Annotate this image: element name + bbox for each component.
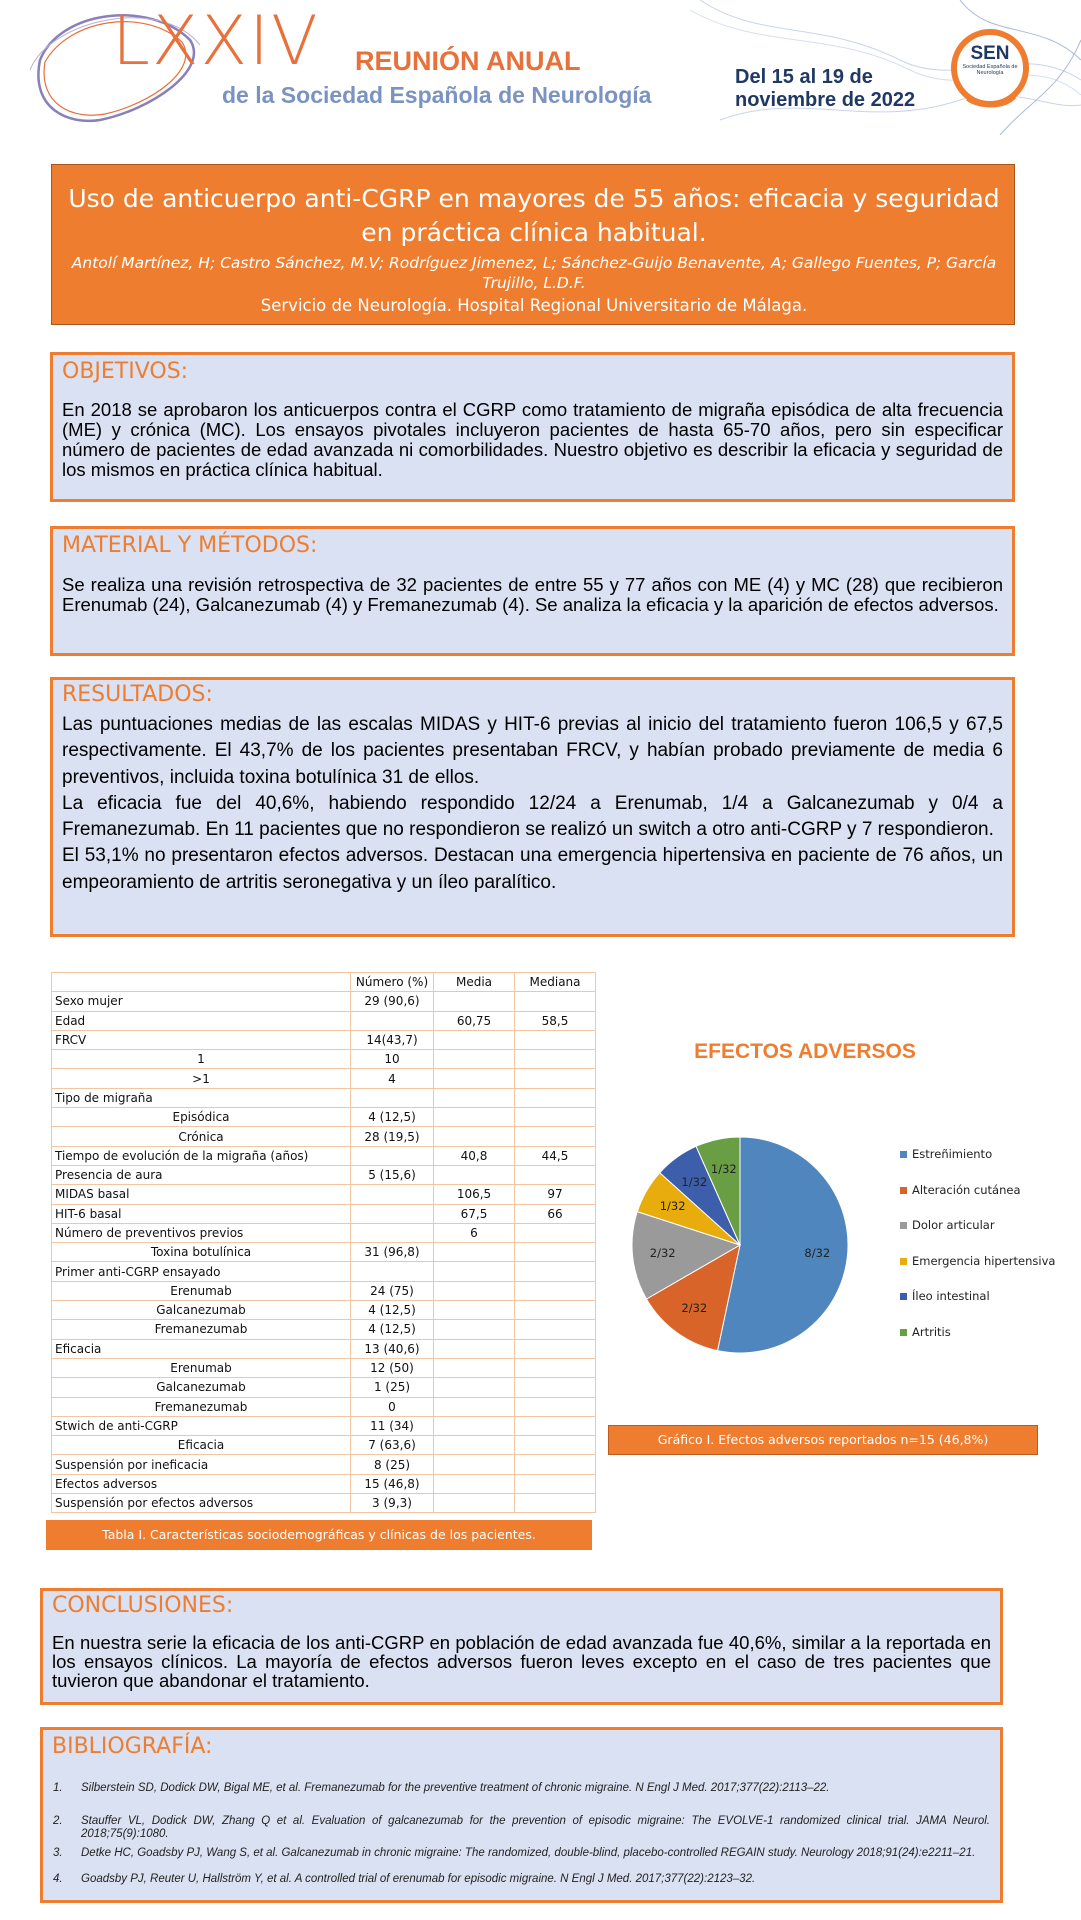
table-cell-number: 12 (50) [351,1358,434,1377]
table-cell-number [351,1088,434,1107]
table-cell-mean [434,1320,515,1339]
table-row [52,1436,596,1455]
conclusions-text: En nuestra serie la eficacia de los anti-CGRP en población de edad avanzada fue 40,6%, similar a la reportada en los ensayos clínicos. La mayoría de efectos adversos fueron leves excepto en el caso de tres pacientes que tuvieron que abandonar el tratamiento. [52,1632,991,1691]
table-cell-median [515,1358,596,1377]
table-cell-mean [434,1281,515,1300]
table-row [52,1243,596,1262]
table-row [52,1320,596,1339]
table-cell-number [351,1262,434,1281]
table-row-label: Número de preventivos previos [52,1223,351,1242]
pie-slice-label: 1/32 [681,1175,708,1190]
table-row [52,1262,596,1281]
table-cell-number: 15 (46,8) [351,1474,434,1493]
table-cell-number: 3 (9,3) [351,1494,434,1513]
table-cell-mean [434,1474,515,1493]
table-cell-median [515,992,596,1011]
table-row [52,1088,596,1107]
table-cell-mean [434,1455,515,1474]
table-cell-median: 97 [515,1185,596,1204]
results-text [62,712,1003,896]
pie-slice-label: 2/32 [681,1300,708,1315]
sen-logo-subtext: Sociedad Española de Neurología [962,64,1018,76]
table-row [52,1204,596,1223]
table-cell-mean [434,1262,515,1281]
table-cell-number: 4 [351,1069,434,1088]
conclusions-section [40,1588,1003,1705]
legend-swatch [900,1222,907,1229]
table-row [52,1011,596,1030]
table-row-label: HIT-6 basal [52,1204,351,1223]
legend-swatch [900,1151,907,1158]
table-cell-number: 8 (25) [351,1455,434,1474]
bibliography-number: 2. [53,1815,63,1827]
pie-slice-label: 1/32 [659,1199,686,1214]
table-cell-median [515,1320,596,1339]
meeting-date-line1: Del 15 al 19 de [735,66,873,88]
table-row-label: Erenumab [52,1358,351,1377]
results-heading: RESULTADOS: [62,682,213,707]
table-cell-mean [434,1165,515,1184]
objectives-text: En 2018 se aprobaron los anticuerpos contra el CGRP como tratamiento de migraña episódica de alta frecuencia (ME) y crónica (MC). Los ensayos pivotales incluyeron pacientes de hasta 65-70 años, pero sin especificar número de pacientes de edad avanzada ni comorbilidades. Nuestro objetivo es describir la eficacia y seguridad de los mismos en práctica clínica habitual. [62,399,1003,480]
table-body [52,992,596,1513]
table-row-label: Galcanezumab [52,1301,351,1320]
table-cell-mean: 6 [434,1223,515,1242]
table-cell-number: 11 (34) [351,1416,434,1435]
table-cell-number: 0 [351,1397,434,1416]
table-cell-mean [434,1494,515,1513]
title-box [51,164,1015,325]
table-cell-median [515,1243,596,1262]
table-cell-number: 4 (12,5) [351,1108,434,1127]
table-cell-median [515,1069,596,1088]
table-row-label: Fremanezumab [52,1397,351,1416]
table-cell-mean: 106,5 [434,1185,515,1204]
table-row-label: 1 [52,1050,351,1069]
table-row [52,1301,596,1320]
table-cell-number [351,1185,434,1204]
table-cell-number: 4 (12,5) [351,1320,434,1339]
methods-text: Se realiza una revisión retrospectiva de 32 pacientes de entre 55 y 77 años con ME (4) y MC (28) que recibieron Erenumab (24), Galcanezumab (4) y Fremanezumab (4). Se analiza la eficacia y la aparición de efectos adversos. [62,574,1003,615]
table-cell-median [515,1281,596,1300]
table-cell-mean [434,992,515,1011]
table-row [52,1030,596,1049]
results-paragraph-3: El 53,1% no presentaron efectos adversos. Destacan una emergencia hipertensiva en paciente de 76 años, un empeoramiento de artritis seronegativa y un íleo paralítico. [62,845,1003,893]
table-row-label: Galcanezumab [52,1378,351,1397]
legend-swatch [900,1258,907,1265]
table-row [52,1127,596,1146]
methods-heading: MATERIAL Y MÉTODOS: [62,533,318,558]
bibliography-heading: BIBLIOGRAFÍA: [52,1734,213,1759]
table-row-label: Sexo mujer [52,992,351,1011]
pie-slice-label: 1/32 [710,1161,737,1176]
bibliography-section [40,1727,1003,1903]
table-row [52,992,596,1011]
table-cell-number: 28 (19,5) [351,1127,434,1146]
table-cell-number: 24 (75) [351,1281,434,1300]
legend-swatch [900,1187,907,1194]
sen-logo-text: SEN [970,43,1010,64]
table-cell-median [515,1416,596,1435]
table-row-label: Suspensión por ineficacia [52,1455,351,1474]
table-cell-number [351,1204,434,1223]
table-row [52,1108,596,1127]
table-cell-median [515,1494,596,1513]
table-cell-median [515,1397,596,1416]
affiliation: Servicio de Neurología. Hospital Regional Universitario de Málaga. [260,296,808,315]
edition-number: LXXIV [112,2,320,81]
table-cell-median [515,1223,596,1242]
table-header-cell [52,973,351,992]
legend-label: Alteración cutánea [912,1182,1021,1197]
table-row-label: Fremanezumab [52,1320,351,1339]
bibliography-text: Goadsby PJ, Reuter U, Hallström Y, et al. A controlled trial of erenumab for episodic migraine. N Engl J Med. 2017;377(22):2123–32. [81,1873,756,1885]
table-row-label: Eficacia [52,1436,351,1455]
table-cell-median [515,1378,596,1397]
table-row [52,1069,596,1088]
bibliography-text: Silberstein SD, Dodick DW, Bigal ME, et al. Fremanezumab for the preventive treatment of chronic migraine. N Engl J Med. 2017;377(22):2113–22. [81,1782,830,1794]
table-cell-number: 31 (96,8) [351,1243,434,1262]
table-row [52,1455,596,1474]
authors: Antolí Martínez, H; Castro Sánchez, M.V; Rodríguez Jimenez, L; Sánchez-Guijo Benavente, A; Gallego Fuentes, P; García Trujillo, L.D.F. [71,254,997,292]
table-cell-median [515,1088,596,1107]
legend-label: Estreñimiento [912,1147,993,1161]
table-cell-number: 14(43,7) [351,1030,434,1049]
table-cell-median: 66 [515,1204,596,1223]
table-cell-number: 13 (40,6) [351,1339,434,1358]
society-name: de la Sociedad Española de Neurología [222,82,652,108]
table-row [52,1146,596,1165]
legend-label: Artritis [912,1324,951,1339]
table-cell-number [351,1011,434,1030]
table-row-label: Stwich de anti-CGRP [52,1416,351,1435]
table-cell-number: 1 (25) [351,1378,434,1397]
table-row [52,1494,596,1513]
table-cell-mean [434,1339,515,1358]
meeting-date-line2: noviembre de 2022 [735,89,916,111]
table-cell-median [515,1262,596,1281]
table-cell-mean [434,1088,515,1107]
table-row [52,1165,596,1184]
table-row-label: FRCV [52,1030,351,1049]
table-cell-mean [434,1416,515,1435]
table-row-label: Tiempo de evolución de la migraña (años) [52,1146,351,1165]
table-cell-number: 29 (90,6) [351,992,434,1011]
table-cell-mean [434,1030,515,1049]
bibliography-number: 4. [53,1873,63,1885]
results-paragraph-1: Las puntuaciones medias de las escalas MIDAS y HIT-6 previas al inicio del tratamiento fueron 106,5 y 67,5 respectivamente. El 43,7% de los pacientes presentaban FRCV, y habían probado previamente de media 6 preventivos, incluida toxina botulínica 31 de ellos. [62,714,1003,788]
legend-label: Dolor articular [912,1218,995,1232]
table-header-cell: Mediana [515,973,596,992]
table-cell-number: 7 (63,6) [351,1436,434,1455]
bibliography-text: Stauffer VL, Dodick DW, Zhang Q et al. Evaluation of galcanezumab for the prevention of episodic migraine: The EVOLVE-1 randomized clinical trial. JAMA Neurol. 2018;75(9):1080. [81,1815,990,1840]
table-caption: Tabla I. Características sociodemográficas y clínicas de los pacientes. [46,1520,592,1550]
meeting-name: REUNIÓN ANUAL [355,46,581,76]
table-cell-median [515,1339,596,1358]
poster-title: Uso de anticuerpo anti-CGRP en mayores de 55 años: eficacia y seguridad en práctica clínica habitual. [68,184,1000,247]
table-cell-mean [434,1243,515,1262]
table-row-label: Erenumab [52,1281,351,1300]
table-row-label: Toxina botulínica [52,1243,351,1262]
table-row-label: Episódica [52,1108,351,1127]
table-row [52,1223,596,1242]
table-row [52,1474,596,1493]
legend-label: Emergencia hipertensiva [912,1253,1056,1268]
table-row [52,1378,596,1397]
table-row [52,1416,596,1435]
table-cell-mean: 60,75 [434,1011,515,1030]
table-row [52,1358,596,1377]
table-cell-median: 58,5 [515,1011,596,1030]
table-row-label: Presencia de aura [52,1165,351,1184]
table-cell-mean [434,1436,515,1455]
results-paragraph-2: La eficacia fue del 40,6%, habiendo respondido 12/24 a Erenumab, 1/4 a Galcanezumab y 0/4 a Fremanezumab. En 11 pacientes que no respondieron se realizó un switch a otro anti-CGRP y 7 respondieron. [62,792,1003,841]
table-header-cell: Número (%) [351,973,434,992]
table-cell-number [351,1146,434,1165]
table-cell-median [515,1108,596,1127]
table-cell-median [515,1030,596,1049]
table-cell-mean [434,1301,515,1320]
table-row [52,1050,596,1069]
legend-label: Íleo intestinal [912,1289,990,1303]
table-cell-mean [434,1358,515,1377]
table-cell-median [515,1165,596,1184]
bibliography-number: 1. [53,1782,63,1794]
table-row-label: >1 [52,1069,351,1088]
table-header-row [52,973,596,992]
table-cell-number: 10 [351,1050,434,1069]
table-cell-mean [434,1069,515,1088]
table-cell-median [515,1050,596,1069]
characteristics-table [51,972,596,1513]
table-row-label: Tipo de migraña [52,1088,351,1107]
methods-section [50,526,1015,656]
table-row-label: Edad [52,1011,351,1030]
table-cell-median [515,1474,596,1493]
pie-slice-label: 8/32 [804,1246,831,1261]
adverse-effects-pie-chart [600,1105,880,1385]
table-row-label: Crónica [52,1127,351,1146]
table-cell-number [351,1223,434,1242]
table-cell-mean [434,1378,515,1397]
conclusions-heading: CONCLUSIONES: [52,1593,234,1618]
table-cell-mean [434,1050,515,1069]
table-row [52,1185,596,1204]
bibliography-number: 3. [53,1847,63,1859]
chart-title: EFECTOS ADVERSOS [694,1040,916,1063]
table-row [52,1339,596,1358]
table-row [52,1281,596,1300]
table-header-cell: Media [434,973,515,992]
table-row-label: Efectos adversos [52,1474,351,1493]
table-cell-median [515,1436,596,1455]
pie-slice-label: 2/32 [649,1246,676,1261]
legend-swatch [900,1293,907,1300]
table-cell-mean [434,1108,515,1127]
table-cell-mean [434,1397,515,1416]
table-cell-median [515,1455,596,1474]
results-section [50,677,1015,937]
table-row-label: MIDAS basal [52,1185,351,1204]
table-row [52,1397,596,1416]
table-row-label: Suspensión por efectos adversos [52,1494,351,1513]
legend-swatch [900,1329,907,1336]
table-cell-median: 44,5 [515,1146,596,1165]
objectives-heading: OBJETIVOS: [62,359,189,384]
bibliography-text: Detke HC, Goadsby PJ, Wang S, et al. Galcanezumab in chronic migraine: The randomized, double-blind, placebo-controlled REGAIN study. Neurology 2018;91(24):e2211–21. [81,1847,976,1859]
table-cell-median [515,1301,596,1320]
table-cell-mean [434,1127,515,1146]
table-row-label: Eficacia [52,1339,351,1358]
poster-header [0,0,1081,135]
table-cell-median [515,1127,596,1146]
table-cell-mean: 67,5 [434,1204,515,1223]
objectives-section [50,352,1015,502]
table-cell-number: 4 (12,5) [351,1301,434,1320]
table-cell-mean: 40,8 [434,1146,515,1165]
chart-caption: Gráfico I. Efectos adversos reportados n=15 (46,8%) [608,1425,1038,1455]
table-cell-number: 5 (15,6) [351,1165,434,1184]
table-row-label: Primer anti-CGRP ensayado [52,1262,351,1281]
